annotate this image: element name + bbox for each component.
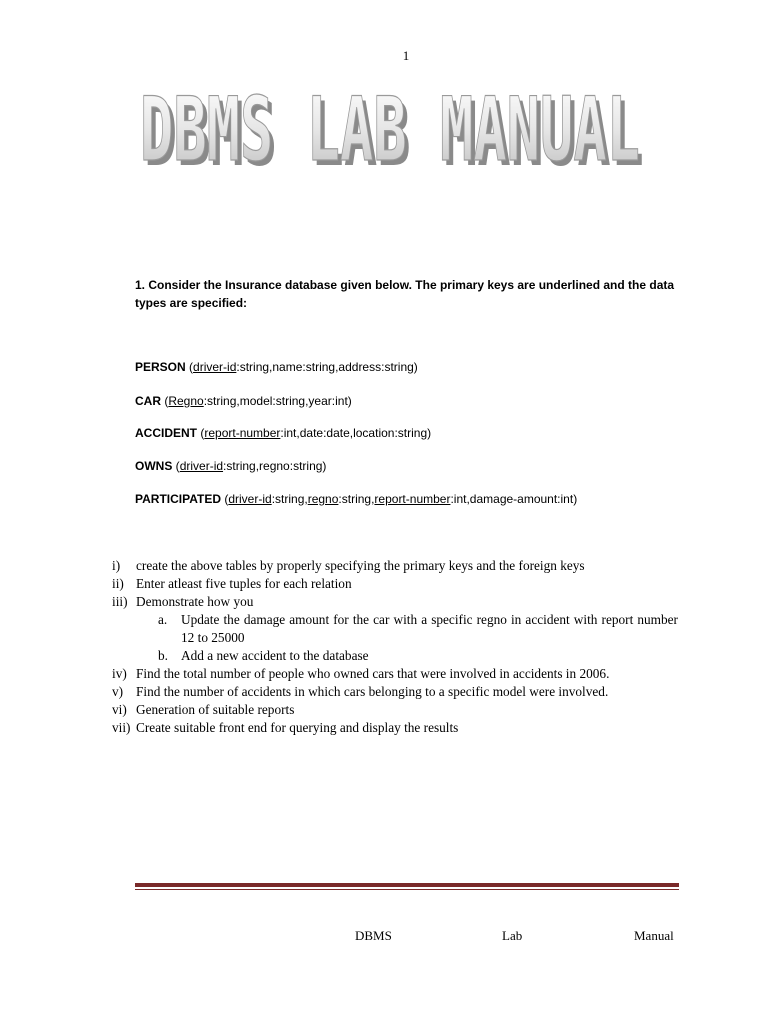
relation-car: CAR (Regno:string,model:string,year:int)	[135, 394, 352, 408]
relation-person: PERSON (driver-id:string,name:string,address:string)	[135, 360, 418, 374]
sub-item-letter: b.	[158, 648, 168, 663]
relation-accident: ACCIDENT (report-number:int,date:date,location:string)	[135, 426, 432, 440]
field-list: :string,name:string,address:string	[236, 360, 414, 374]
relation-name: CAR	[135, 394, 161, 408]
field-list: :int,date:date,location:string	[280, 426, 428, 440]
item-number: ii)	[112, 576, 124, 591]
primary-key: driver-id	[228, 492, 272, 506]
item-text: create the above tables by properly specifying the primary keys and the foreign keys	[136, 558, 585, 573]
item-text: Generation of suitable reports	[136, 702, 295, 717]
relation-participated: PARTICIPATED (driver-id:string,regno:string,report-number:int,damage-amount:int)	[135, 492, 578, 506]
footer-divider-thin	[135, 889, 679, 890]
item-number: i)	[112, 558, 121, 573]
item-text: Create suitable front end for querying and display the results	[136, 720, 459, 735]
relation-owns: OWNS (driver-id:string,regno:string)	[135, 459, 327, 473]
question-text: 1. Consider the Insurance database given below. The primary keys are underlined and the data types are specified:	[135, 278, 675, 310]
wordart-title-svg	[120, 80, 660, 180]
sub-list-item	[158, 647, 678, 665]
item-number: iii)	[112, 594, 128, 609]
task-list	[112, 557, 678, 737]
list-item	[112, 683, 678, 701]
footer-word: Manual	[634, 928, 674, 943]
item-number: iv)	[112, 666, 127, 681]
item-text: Demonstrate how you	[136, 594, 254, 609]
field-list: :string,model:string,year:int	[203, 394, 348, 408]
list-item	[112, 575, 678, 593]
primary-key: driver-id	[179, 459, 224, 473]
item-number: vii)	[112, 720, 131, 735]
footer-divider	[135, 883, 679, 887]
relation-name: PARTICIPATED	[135, 492, 221, 506]
sub-item-letter: a.	[158, 612, 168, 627]
relation-name: OWNS	[135, 459, 173, 473]
item-text: Find the number of accidents in which cars belonging to a specific model were involved.	[136, 684, 609, 699]
primary-key: driver-id	[193, 360, 237, 374]
page-number: 1	[402, 48, 410, 63]
primary-key: Regno	[168, 394, 204, 408]
sub-item-text: Update the damage amount for the car with a specific regno in accident with report number 12 to 25000	[181, 612, 678, 645]
list-item	[112, 719, 678, 737]
sub-item-text: Add a new accident to the database	[181, 648, 369, 663]
footer-word: Lab	[502, 928, 523, 943]
primary-key: regno	[307, 492, 339, 506]
item-number: v)	[112, 684, 124, 699]
item-text: Enter atleast five tuples for each relation	[136, 576, 352, 591]
footer-word: DBMS	[355, 928, 392, 943]
item-text: Find the total number of people who owned cars that were involved in accidents in 2006.	[136, 666, 610, 681]
primary-key: report-number	[374, 492, 451, 506]
list-item	[112, 665, 678, 683]
primary-key: report-number	[204, 426, 281, 440]
item-number: vi)	[112, 702, 127, 717]
title-text: DBMS LAB MANUAL	[140, 80, 640, 180]
wordart-title	[120, 80, 660, 180]
list-item	[112, 593, 678, 611]
list-item	[112, 557, 678, 575]
title-shadow: DBMS LAB MANUAL	[144, 83, 644, 180]
field-list: :string,	[338, 492, 375, 506]
field-list: :int,damage-amount:int	[450, 492, 574, 506]
field-list: :string,regno:string	[223, 459, 323, 473]
relation-name: ACCIDENT	[135, 426, 197, 440]
field-list: :string,	[271, 492, 308, 506]
sub-list-item	[158, 611, 678, 647]
list-item	[112, 701, 678, 719]
relation-name: PERSON	[135, 360, 186, 374]
